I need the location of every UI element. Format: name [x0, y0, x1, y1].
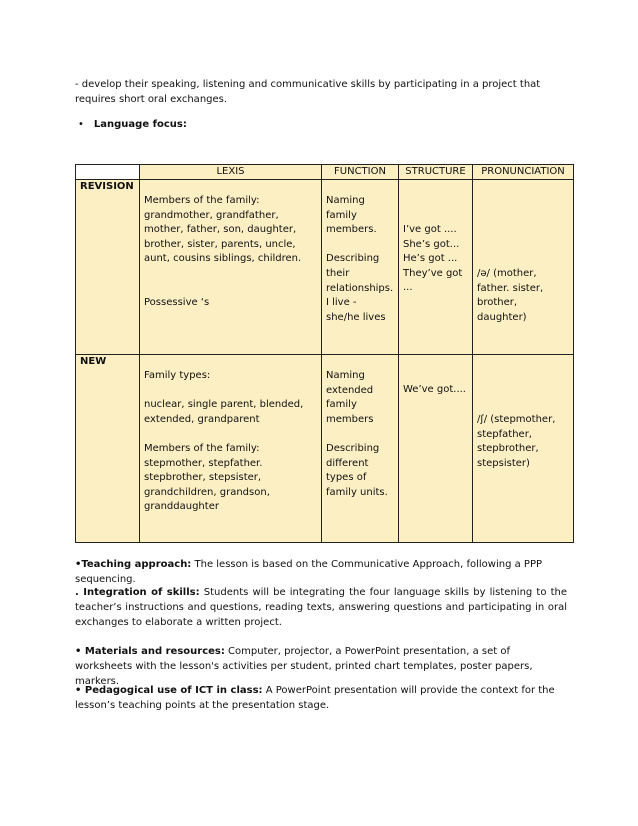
new-function-line: types of [326, 472, 367, 484]
new-lexis-line: Family types: [144, 370, 211, 381]
revision-pronunciation-cell [473, 180, 574, 355]
new-function-line: Describing [326, 442, 380, 454]
bullet-icon: • [78, 119, 84, 130]
integration-label: . Integration of skills: [75, 587, 200, 598]
revision-function-cell [322, 180, 399, 355]
ict-label: • Pedagogical use of ICT in class: [75, 685, 263, 696]
language-focus-label: Language focus: [93, 119, 187, 130]
ict-paragraph [75, 683, 567, 713]
header-function: FUNCTION [322, 165, 399, 180]
header-structure: STRUCTURE [399, 165, 473, 180]
revision-pronunciation-line: /ə/ (mother, [477, 268, 537, 279]
header-pronunciation: PRONUNCIATION [473, 165, 574, 180]
language-focus-heading [78, 117, 570, 132]
revision-structure-line: They’ve got [403, 267, 463, 279]
new-pronunciation-line: /ʃ/ (stepmother, [477, 414, 556, 425]
table-row-new [76, 355, 574, 543]
new-function-line: family units. [326, 486, 388, 498]
new-pronunciation-line: stepsister) [477, 457, 530, 469]
revision-structure-line: She’s got... [403, 238, 460, 250]
new-pronunciation-line: stepbrother, [477, 443, 539, 455]
revision-structure-line: He’s got ... [403, 253, 458, 265]
revision-pronunciation-line: brother, [477, 297, 518, 309]
new-pronunciation-cell [473, 355, 574, 543]
revision-lexis-line: Possessive ‘s [144, 297, 210, 309]
integration-paragraph [75, 585, 567, 630]
teaching-approach-label: •Teaching approach: [75, 559, 192, 570]
header-blank [76, 165, 140, 180]
teaching-approach-paragraph [75, 557, 567, 587]
header-lexis: LEXIS [140, 165, 322, 180]
intro-paragraph [75, 77, 567, 107]
new-function-line: extended [326, 384, 374, 396]
new-lexis-line: nuclear, single parent, blended, [144, 399, 304, 411]
intro-line-2: requires short oral exchanges. [75, 94, 228, 105]
language-focus-table [75, 164, 574, 543]
new-function-line: family [326, 399, 357, 411]
new-lexis-line: extended, grandparent [144, 413, 260, 425]
revision-lexis-line: mother, father, son, daughter, [144, 224, 297, 236]
new-lexis-line: Members of the family: [144, 442, 260, 454]
table-header-row [76, 165, 574, 180]
intro-line-1: - develop their speaking, listening and communicative skills by participating in a project that [75, 79, 541, 90]
materials-label: • Materials and resources: [75, 646, 225, 657]
materials-text: Computer, projector, a PowerPoint presentation, a set of worksheets with the lesson's activities per student, printed chart templates, poster papers, markers. [75, 646, 533, 687]
new-structure-line: We’ve got.... [403, 384, 466, 395]
table-row-revision [76, 180, 574, 355]
new-function-line: Naming [326, 370, 365, 381]
new-pronunciation-line: stepfather, [477, 428, 532, 440]
new-lexis-line: stepmother, stepfather. [144, 457, 263, 469]
revision-structure-line: I’ve got .... [403, 224, 457, 235]
revision-lexis-line: aunt, cousins siblings, children. [144, 253, 302, 265]
new-lexis-line: grandchildren, grandson, [144, 486, 270, 498]
row-label-revision: REVISION [76, 180, 140, 355]
revision-pronunciation-line: father. sister, [477, 282, 544, 294]
ict-text: A PowerPoint presentation will provide the context for the lesson’s teaching points at the presentation stage. [75, 685, 555, 711]
teaching-approach-text: The lesson is based on the Communicative Approach, following a PPP sequencing. [75, 559, 543, 585]
new-function-line: members [326, 413, 374, 425]
revision-function-line: Describing [326, 253, 380, 265]
revision-function-line: relationships. [326, 282, 394, 294]
revision-structure-cell [399, 180, 473, 355]
integration-text: Students will be integrating the four language skills by listening to the teacher’s instructions and questions, reading texts, answering questions and participating in oral exchanges to elaborate a written project. [75, 587, 567, 628]
revision-function-line: Naming [326, 195, 365, 206]
new-lexis-line: granddaughter [144, 501, 219, 513]
row-label-new: NEW [76, 355, 140, 543]
revision-lexis-line: brother, sister, parents, uncle, [144, 238, 296, 250]
revision-function-line: their [326, 267, 350, 279]
revision-structure-line: ... [403, 282, 413, 294]
new-lexis-line: stepbrother, stepsister, [144, 472, 262, 484]
revision-lexis-cell [140, 180, 322, 355]
revision-lexis-line: Members of the family: [144, 195, 260, 206]
new-lexis-cell [140, 355, 322, 543]
revision-function-line: she/he lives [326, 311, 386, 323]
new-function-line: different [326, 457, 369, 469]
revision-function-line: I live - [326, 297, 357, 309]
revision-function-line: members. [326, 224, 377, 236]
new-function-cell [322, 355, 399, 543]
new-structure-cell [399, 355, 473, 543]
revision-pronunciation-line: daughter) [477, 311, 527, 323]
revision-lexis-line: grandmother, grandfather, [144, 209, 279, 221]
revision-function-line: family [326, 209, 357, 221]
